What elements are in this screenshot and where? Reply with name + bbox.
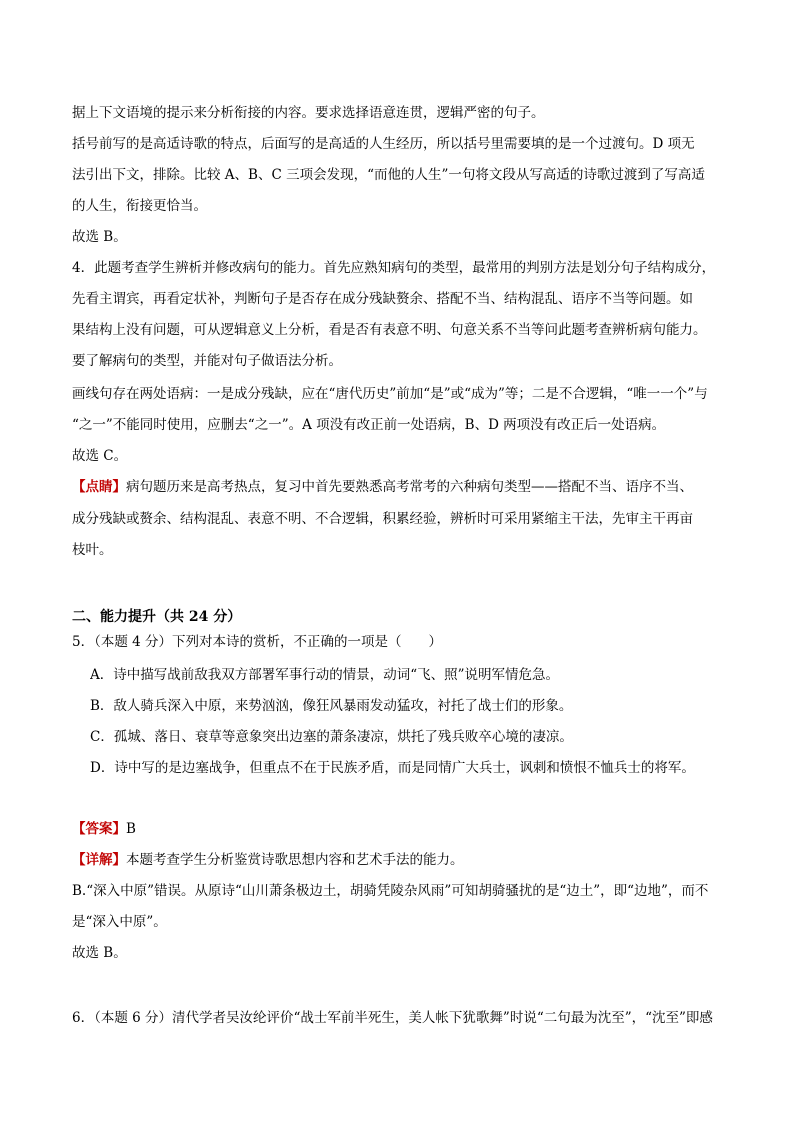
text-line: “之一”不能同时使用，应删去“之一”。A 项没有改正前一处语病，B、D 两项没有改正后一处语病。 [72,417,666,433]
option-d: D．诗中写的是边塞战争，但重点不在于民族矛盾，而是同情广大兵士，讽刺和愤恨不恤兵士的将军。 [90,760,695,776]
dianjing-line [72,472,732,503]
option-b: B．敌人骑兵深入中原，来势汹汹，像狂风暴雨发动猛攻，衬托了战士们的形象。 [90,698,573,714]
text-line: 先看主谓宾，再看定状补，判断句子是否存在成分残缺赘余、搭配不当、结构混乱、语序不当等问题。如 [72,291,693,307]
text-line: 的人生，衔接更恰当。 [72,198,207,214]
option-c: C．孤城、落日、衰草等意象突出边塞的萧条凄凉，烘托了残兵败卒心境的凄凉。 [90,729,573,745]
answer-tag: 【答案】 [72,821,126,837]
text-line: 要了解病句的类型，并能对句子做语法分析。 [72,353,342,369]
text-line: 果结构上没有问题，可从逻辑意义上分析，看是否有表意不明、句意关系不当等问此题考查辨析病句能力。 [72,322,707,338]
dianjing-text: 病句题历来是高考热点，复习中首先要熟悉高考常考的六种病句类型——搭配不当、语序不当、 [126,479,693,495]
detail-tag: 【详解】 [72,852,126,868]
text-line: 据上下文语境的提示来分析衔接的内容。要求选择语意连贯，逻辑严密的句子。 [72,105,545,121]
option-a: A．诗中描写战前敌我双方部署军事行动的情景，动词“飞、照”说明军情危急。 [90,667,560,683]
detail-text: 本题考查学生分析鉴赏诗歌思想内容和艺术手法的能力。 [126,852,464,868]
text-line: 画线句存在两处语病：一是成分残缺，应在“唐代历史”前加“是”或“成为”等；二是不合逻辑，“唯一一个”与 [72,386,708,402]
detail-line [72,845,732,876]
text-line: 故选 B。 [72,229,127,245]
text-line: 4．此题考查学生辨析并修改病句的能力。首先应熟知病句的类型，最常用的判别方法是划分句子结构成分， [72,260,716,276]
text-line: 枝叶。 [72,542,113,558]
text-line: B.“深入中原”错误。从原诗“山川萧条极边土，胡骑凭陵杂风雨”可知胡骑骚扰的是“边土”，即“边地”，而不 [72,883,709,899]
text-line: 故选 B。 [72,945,127,961]
dianjing-tag: 【点睛】 [72,479,126,495]
text-line: 成分残缺或赘余、结构混乱、表意不明、不合逻辑，积累经验，辨析时可采用紧缩主干法，先审主干再亩 [72,511,693,527]
question-6: 6．（本题 6 分）清代学者吴汝纶评价“战士军前半死生，美人帐下犹歌舞”时说“二句最为沈至”，“沈至”即感 [72,1010,713,1026]
question-5: 5．（本题 4 分）下列对本诗的赏析，不正确的一项是（ ） [72,634,443,650]
answer-line [72,814,732,845]
text-line: 故选 C。 [72,448,128,464]
section-heading: 二、能力提升（共 24 分） [72,609,242,625]
text-line: 是“深入中原”。 [72,914,167,930]
text-line: 法引出下文，排除。比较 A、B、C 三项会发现，“而他的人生”一句将文段从写高适的诗歌过渡到了写高适 [72,167,705,183]
answer-value: B [126,821,136,837]
text-line: 括号前写的是高适诗歌的特点，后面写的是高适的人生经历，所以括号里需要填的是一个过渡句。D 项无 [72,136,695,152]
